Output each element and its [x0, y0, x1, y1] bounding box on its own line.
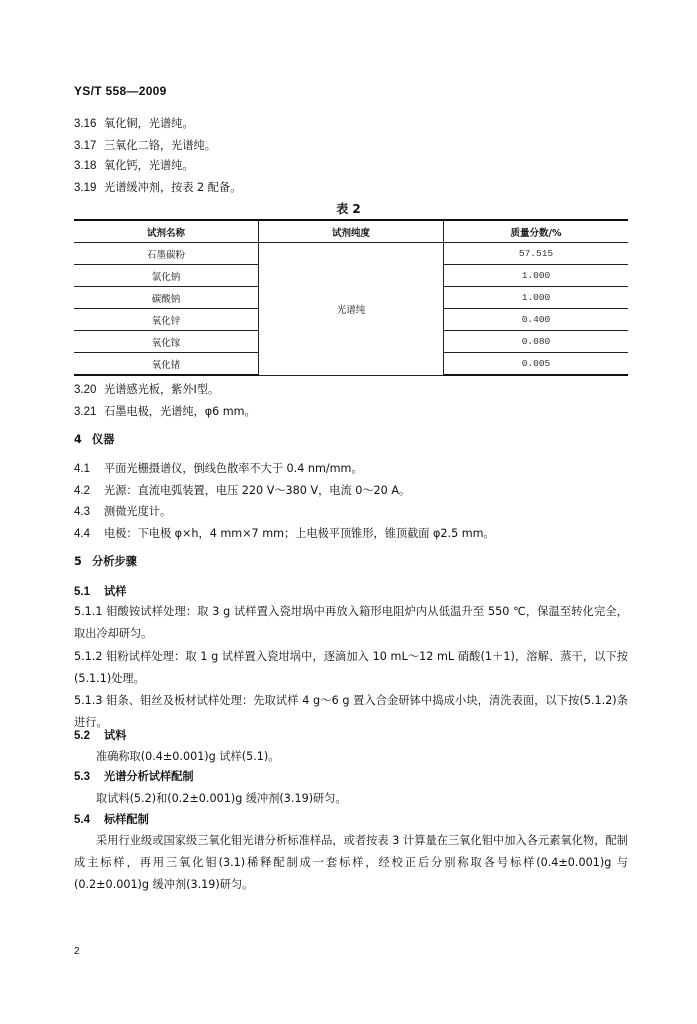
table-header-row	[74, 220, 628, 243]
reagent-name: 氯化钠	[74, 265, 259, 287]
paragraph-5-3: 取试料(5.2)和(0.2±0.001)g 缓冲剂(3.19)研匀。	[96, 792, 347, 805]
reagent-name: 石墨碳粉	[74, 243, 259, 265]
section-title: 仪器	[92, 433, 115, 446]
header-mass-fraction: 质量分数/%	[444, 220, 629, 243]
section-5-heading	[74, 554, 137, 570]
paragraph-5-4: 采用行业级或国家级三氧化钼光谱分析标准样品，或者按表 3 计算量在三氧化钼中加入各元素氧化物，配制成主标样，再用三氧化钼(3.1)稀释配制成一套标样，经校正后分别称取各号标样(0.4±0.001)g 与(0.2±0.001)g 缓冲剂(3.19)研匀。	[74, 834, 628, 891]
section-number: 4	[74, 433, 82, 446]
header-purity: 试剂纯度	[259, 220, 444, 243]
item-text: 光谱感光板，紫外Ⅰ型。	[104, 383, 220, 396]
section-4-heading	[74, 432, 114, 448]
section-number: 5	[74, 555, 82, 568]
paragraph-5-1-3: 5.1.3 钼条、钼丝及板材试样处理：先取试样 4 g～6 g 置入合金研钵中捣成小块，清洗表面，以下按(5.1.2)条进行。	[74, 694, 628, 729]
mass-fraction: 1.000	[444, 265, 629, 287]
item-3-21	[74, 404, 256, 420]
mass-fraction: 57.515	[444, 243, 629, 265]
item-4-2	[74, 483, 410, 499]
header-reagent-name: 试剂名称	[74, 220, 259, 243]
section-5-3-heading	[74, 769, 194, 785]
paragraph-5-1-2: 5.1.2 钼粉试样处理：取 1 g 试样置入瓷坩埚中，逐滴加入 10 mL～12 mL 硝酸(1＋1)，溶解、蒸干，以下按(5.1.1)处理。	[74, 650, 628, 685]
item-number: 3.16	[74, 118, 97, 130]
item-number: 4.4	[74, 528, 90, 540]
table-caption: 表 2	[336, 202, 361, 216]
item-text: 氧化钙，光谱纯。	[104, 159, 194, 172]
item-4-1	[74, 461, 363, 477]
item-3-20	[74, 382, 219, 398]
section-5-1-heading	[74, 584, 126, 600]
item-number: 4.3	[74, 506, 90, 518]
mass-fraction: 0.005	[444, 353, 629, 376]
item-text: 石墨电极，光谱纯，φ6 mm。	[104, 405, 256, 418]
purity-cell: 光谱纯	[259, 243, 444, 376]
page-number: 2	[74, 946, 80, 957]
item-3-16	[74, 116, 194, 132]
section-number: 5.4	[74, 814, 90, 826]
item-3-17	[74, 138, 216, 154]
section-title: 分析步骤	[92, 555, 137, 568]
paragraph-5-2: 准确称取(0.4±0.001)g 试样(5.1)。	[96, 750, 280, 763]
section-number: 5.2	[74, 730, 90, 742]
item-3-18	[74, 158, 194, 174]
item-number: 4.1	[74, 463, 90, 475]
section-5-2-heading	[74, 728, 126, 744]
mass-fraction: 1.000	[444, 287, 629, 309]
standard-code: YS/T 558—2009	[74, 84, 167, 98]
mass-fraction: 0.400	[444, 309, 629, 331]
item-number: 3.19	[74, 182, 97, 194]
section-number: 5.3	[74, 771, 90, 783]
item-text: 三氧化二铬，光谱纯。	[104, 139, 216, 152]
item-text: 测微光度计。	[104, 505, 172, 518]
item-number: 3.21	[74, 406, 97, 418]
section-title: 试样	[104, 585, 127, 598]
section-title: 试料	[104, 729, 127, 742]
section-number: 5.1	[74, 586, 90, 598]
item-4-4	[74, 526, 495, 542]
item-text: 氧化铜，光谱纯。	[104, 117, 194, 130]
item-number: 3.20	[74, 384, 97, 396]
reagent-name: 氧化镓	[74, 331, 259, 353]
item-text: 光源：直流电弧装置，电压 220 V～380 V，电流 0～20 A。	[104, 484, 411, 497]
mass-fraction: 0.080	[444, 331, 629, 353]
item-number: 4.2	[74, 485, 90, 497]
item-text: 光谱缓冲剂，按表 2 配备。	[104, 181, 242, 194]
section-title: 标样配制	[104, 813, 149, 826]
item-text: 电极：下电极 φ×h，4 mm×7 mm；上电极平顶锥形，锥顶截面 φ2.5 mm。	[104, 527, 495, 540]
reagent-table	[74, 219, 628, 376]
table-row	[74, 243, 628, 265]
section-title: 光谱分析试样配制	[104, 770, 194, 783]
reagent-name: 氧化锗	[74, 353, 259, 376]
item-number: 3.17	[74, 140, 97, 152]
reagent-name: 氧化锌	[74, 309, 259, 331]
reagent-name: 碳酸钠	[74, 287, 259, 309]
section-5-4-heading	[74, 812, 149, 828]
item-text: 平面光栅摄谱仪，倒线色散率不大于 0.4 nm/mm。	[104, 462, 363, 475]
item-3-19	[74, 180, 241, 196]
item-number: 3.18	[74, 160, 97, 172]
paragraph-5-1-1: 5.1.1 钼酸铵试样处理：取 3 g 试样置入瓷坩埚中再放入箱形电阻炉内从低温升至 550 ℃，保温至转化完全，取出冷却研匀。	[74, 605, 628, 640]
item-4-3	[74, 504, 171, 520]
